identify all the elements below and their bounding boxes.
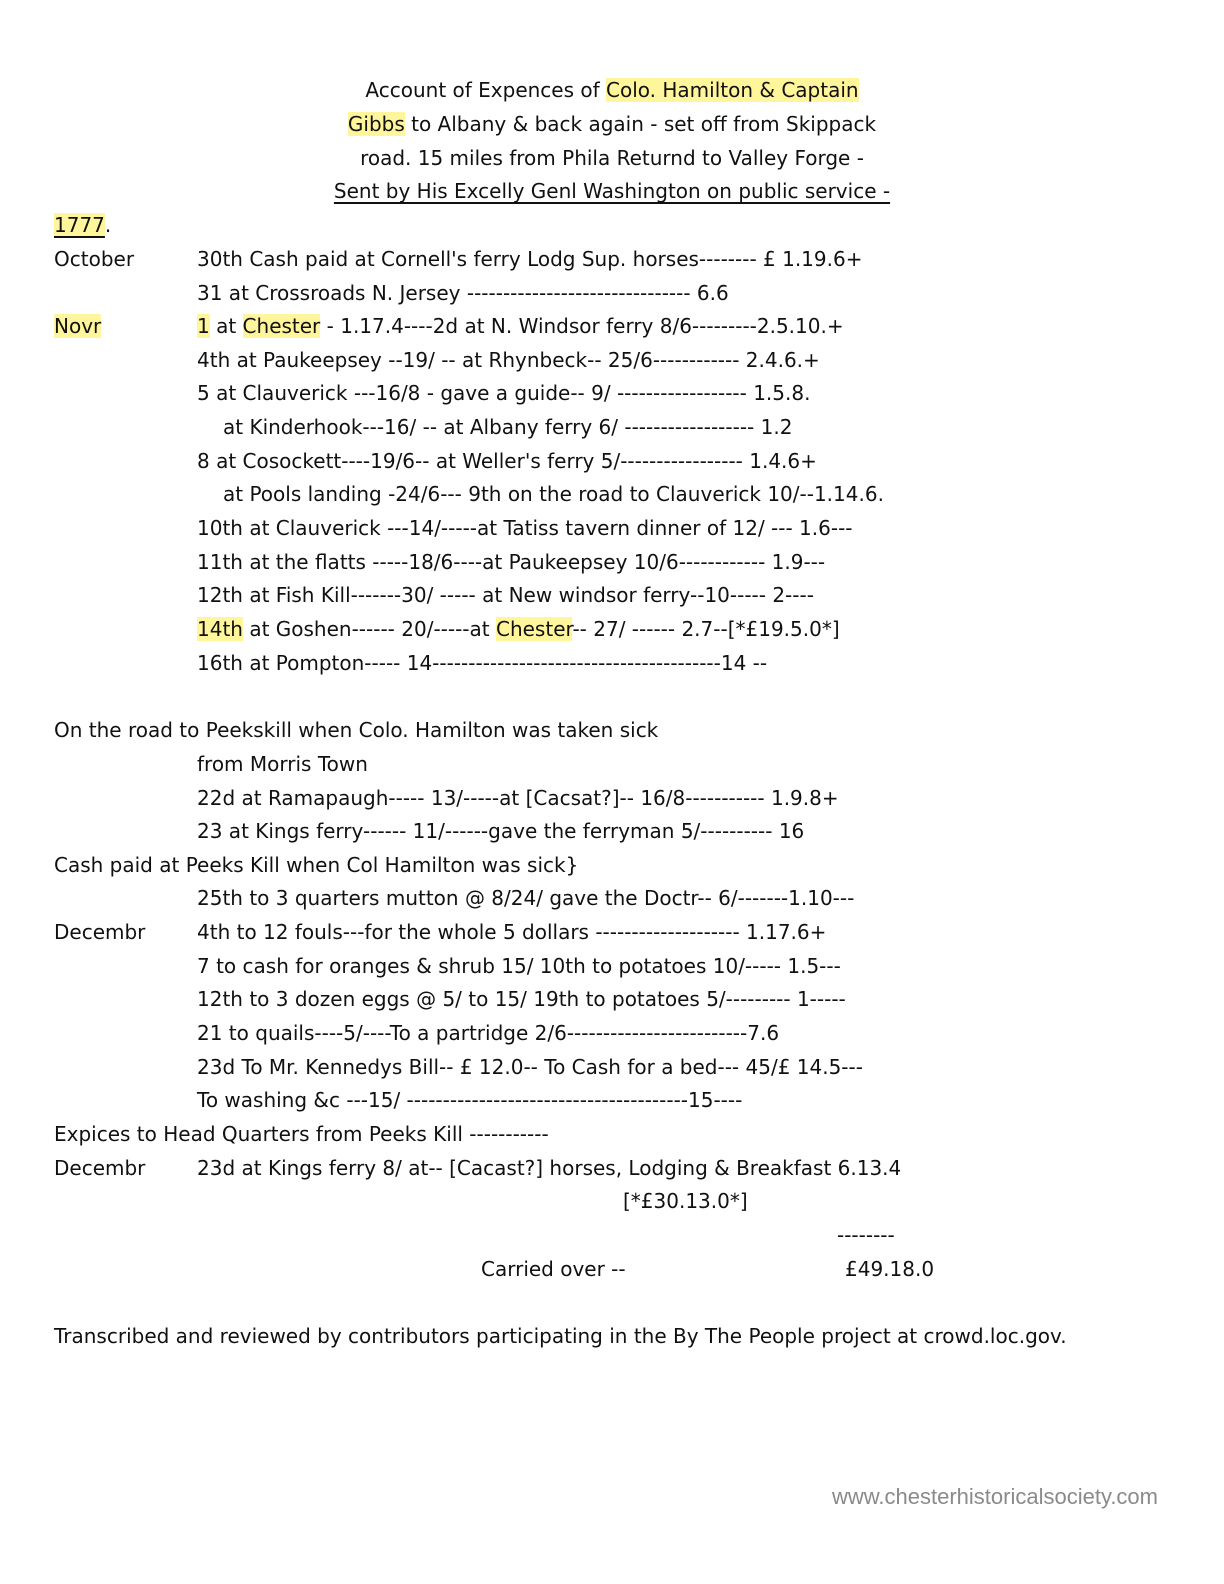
month-novr (54, 313, 101, 339)
entry-nov-5-kinderhook: at Kinderhook---16/ -- at Albany ferry 6/ ------------------ 1.2 (223, 415, 793, 439)
entry-nov-16: 16th at Pompton----- 14----------------------------------------14 -- (197, 651, 768, 675)
entry-dec-12: 12th to 3 dozen eggs @ 5/ to 15/ 19th to potatoes 5/--------- 1----- (197, 987, 846, 1011)
header-line-4-underlined: Sent by His Excelly Genl Washington on public service - (333, 179, 891, 203)
footer-website-url: www.chesterhistoricalsociety.com (831, 1484, 1158, 1509)
header-line-4 (0, 178, 1224, 204)
header-names-highlight: Colo. Hamilton & Captain (606, 78, 859, 102)
entry-nov-1-rest: - 1.17.4----2d at N. Windsor ferry 8/6---------2.5.10.+ (320, 314, 844, 338)
entry-oct-30: 30th Cash paid at Cornell's ferry Lodg Sup. horses-------- £ 1.19.6+ (197, 247, 863, 271)
entry-nov-14 (197, 616, 840, 642)
entry-nov-4: 4th at Paukeepsey --19/ -- at Rhynbeck-- 25/6------------ 2.4.6.+ (197, 348, 820, 372)
entry-nov-14-chester: Chester (495, 617, 573, 641)
entry-dec-23: 23d To Mr. Kennedys Bill-- £ 12.0-- To Cash for a bed--- 45/£ 14.5--- (197, 1055, 863, 1079)
header-gibbs-highlight: Gibbs (347, 112, 405, 136)
total-rule: -------- (837, 1223, 895, 1247)
entry-25th: 25th to 3 quarters mutton @ 8/24/ gave the Doctr-- 6/-------1.10--- (197, 886, 855, 910)
entry-nov-1-day: 1 (197, 314, 210, 338)
entry-nov-14-rest: -- 27/ ------ 2.7--[*£19.5.0*] (572, 617, 840, 641)
header-line-2-rest: to Albany & back again - set off from Skippack (404, 112, 877, 136)
header-line-3: road. 15 miles from Phila Returnd to Valley Forge - (360, 146, 864, 170)
month-decembr-2: Decembr (54, 1156, 146, 1180)
entry-nov-1-chester: Chester (242, 314, 321, 338)
month-novr-highlight: Novr (54, 314, 102, 338)
month-october: October (54, 247, 135, 271)
entry-dec-23d-kings-ferry: 23d at Kings ferry 8/ at-- [Cacast?] horses, Lodging & Breakfast 6.13.4 (197, 1156, 902, 1180)
year-value: 1777 (54, 213, 105, 237)
entry-nov-8: 8 at Cosockett----19/6-- at Weller's ferry 5/----------------- 1.4.6+ (197, 449, 817, 473)
entry-nov-1 (197, 313, 844, 339)
section-morris-town: from Morris Town (197, 752, 368, 776)
transcription-credit: Transcribed and reviewed by contributors participating in the By The People project at crowd.loc.gov. (54, 1324, 1067, 1348)
year-label (54, 212, 111, 238)
carried-over-value: £49.18.0 (845, 1257, 935, 1281)
entry-nov-5: 5 at Clauverick ---16/8 - gave a guide-- 9/ ------------------ 1.5.8. (197, 381, 811, 405)
entry-nov-10: 10th at Clauverick ---14/-----at Tatiss tavern dinner of 12/ --- 1.6--- (197, 516, 853, 540)
header-line-1-prefix: Account of Expences of (365, 78, 607, 102)
month-decembr-1: Decembr (54, 920, 146, 944)
entry-nov-11: 11th at the flatts -----18/6----at Paukeepsey 10/6------------ 1.9--- (197, 550, 826, 574)
entry-dec-21: 21 to quails----5/----To a partridge 2/6-------------------------7.6 (197, 1021, 780, 1045)
entry-nov-1-at: at (209, 314, 243, 338)
entry-nov-12: 12th at Fish Kill-------30/ ----- at New windsor ferry--10----- 2---- (197, 583, 814, 607)
entry-dec-7: 7 to cash for oranges & shrub 15/ 10th to potatoes 10/----- 1.5--- (197, 954, 841, 978)
entry-22d: 22d at Ramapaugh----- 13/-----at [Cacsat?]-- 16/8----------- 1.9.8+ (197, 786, 839, 810)
header-line-2 (0, 111, 1224, 137)
subtotal-30-13: [*£30.13.0*] (623, 1189, 748, 1213)
entry-nov-14-day: 14th (197, 617, 243, 641)
section-peeks-kill-cash: Cash paid at Peeks Kill when Col Hamilton was sick} (54, 853, 579, 877)
section-peekskill-road: On the road to Peekskill when Colo. Hamilton was taken sick (54, 718, 659, 742)
entry-oct-31: 31 at Crossroads N. Jersey ------------------------------- 6.6 (197, 281, 729, 305)
header-line-1 (0, 77, 1224, 103)
year-suffix: . (104, 213, 112, 237)
entry-nov-14-goshen: at Goshen------ 20/-----at (242, 617, 496, 641)
entry-23: 23 at Kings ferry------ 11/------gave the ferryman 5/---------- 16 (197, 819, 805, 843)
carried-over-label: Carried over -- (481, 1257, 626, 1281)
entry-nov-8-pools: at Pools landing -24/6--- 9th on the road to Clauverick 10/--1.14.6. (223, 482, 884, 506)
section-head-quarters: Expices to Head Quarters from Peeks Kill ----------- (54, 1122, 549, 1146)
entry-dec-4: 4th to 12 fouls---for the whole 5 dollars -------------------- 1.17.6+ (197, 920, 827, 944)
entry-washing: To washing &c ---15/ ---------------------------------------15---- (197, 1088, 743, 1112)
